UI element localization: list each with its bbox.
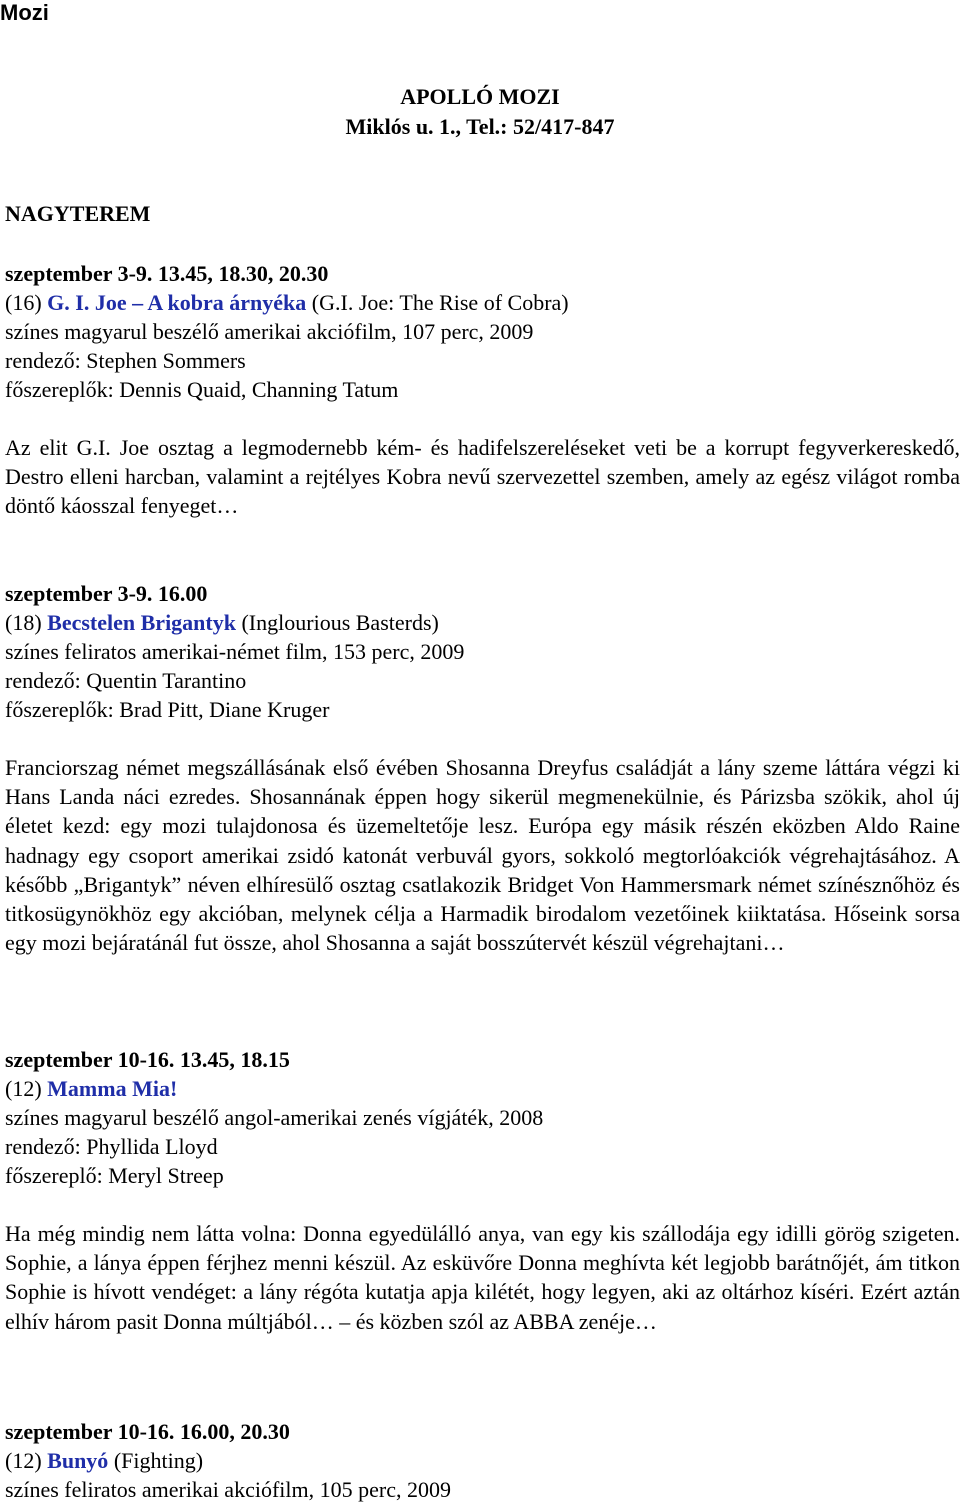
age-rating: (12) — [5, 1076, 42, 1101]
age-rating: (18) — [5, 610, 42, 635]
movie-cast: főszereplők: Dennis Quaid, Channing Tatum — [5, 377, 399, 402]
movie-director: rendező: Quentin Tarantino — [5, 668, 247, 693]
movie-title-line — [5, 1446, 960, 1475]
age-rating: (12) — [5, 1448, 42, 1473]
movie-cast: főszereplő: Meryl Streep — [5, 1163, 224, 1188]
movie-schedule: szeptember 3-9. 16.00 — [5, 581, 208, 606]
page-title: Mozi — [0, 0, 49, 25]
movie-schedule: szeptember 10-16. 16.00, 20.30 — [5, 1419, 290, 1444]
movie-synopsis: Az elit G.I. Joe osztag a legmodernebb kém- és hadifelszereléseket veti be a korrupt fegyverkereskedő, Destro elleni harcban, valamint a rejtélyes Kobra nevű szervezettel szemben, amely az egész világot romba döntő káosszal fenyeget… — [5, 435, 960, 519]
movie-cast: főszereplők: Brad Pitt, Diane Kruger — [5, 697, 330, 722]
movie-info: színes magyarul beszélő amerikai akciófilm, 107 perc, 2009 — [5, 319, 534, 344]
movie-schedule: szeptember 3-9. 13.45, 18.30, 20.30 — [5, 261, 329, 286]
original-title: (G.I. Joe: The Rise of Cobra) — [311, 290, 569, 315]
movie-info: színes feliratos amerikai akciófilm, 105 perc, 2009 — [5, 1477, 451, 1502]
movie-title: Mamma Mia! — [47, 1076, 178, 1101]
cinema-address: Miklós u. 1., Tel.: 52/417-847 — [345, 114, 615, 139]
cinema-name: APOLLÓ MOZI — [400, 84, 560, 109]
original-title: (Fighting) — [113, 1448, 204, 1473]
age-rating: (16) — [5, 290, 42, 315]
movie-title-line — [5, 1074, 960, 1103]
movie-director: rendező: Stephen Sommers — [5, 348, 246, 373]
hall-heading: NAGYTEREM — [5, 201, 151, 226]
movie-info: színes magyarul beszélő angol-amerikai zenés vígjáték, 2008 — [5, 1105, 544, 1130]
movie-synopsis: Ha még mindig nem látta volna: Donna egyedülálló anya, van egy kis szállodája egy idilli görög szigeten. Sophie, a lánya éppen férjhez menni készül. Az esküvőre Donna meghívta két legjobb barátnőjét, ám titkon Sophie is hívott vendéget: a lány régóta kutatja apja kilétét, hogy legyen, aki az oltárhoz kíséri. Ezért aztán elhív három pasit Donna múltjából… – és közben szól az ABBA zenéje… — [5, 1221, 960, 1334]
movie-synopsis: Franciorszag német megszállásának első évében Shosanna Dreyfus családját a lány szeme láttára végzi ki Hans Landa náci ezredes. Shosannának éppen hogy sikerül megmenekülnie, és Párizsba szökik, ahol új életet kezd: egy mozi tulajdonosa és üzemeltetője lesz. Európa egy másik részén eközben Aldo Raine hadnagy egy csoport amerikai zsidó katonát verbuvál gyors, sokkoló megtorlóakciók végrehajtásához. A később „Brigantyk” néven elhíresülő osztag csatlakozik Bridget Von Hammersmark német színésznőhöz és titkosügynökhöz egy akcióban, melynek célja a Harmadik birodalom vezetőinek kiiktatása. Hőseink sorsa egy mozi bejáratánál fut össze, ahol Shosanna a saját bosszútervét készül végrehajtani… — [5, 755, 960, 956]
original-title: (Inglourious Basterds) — [241, 610, 439, 635]
movie-title-line — [5, 288, 960, 317]
movie-title: Becstelen Brigantyk — [47, 610, 236, 635]
movie-title: G. I. Joe – A kobra árnyéka — [47, 290, 307, 315]
movie-title-line — [5, 608, 960, 637]
movie-director: rendező: Phyllida Lloyd — [5, 1134, 218, 1159]
movie-schedule: szeptember 10-16. 13.45, 18.15 — [5, 1047, 290, 1072]
movie-title: Bunyó — [47, 1448, 109, 1473]
movie-info: színes feliratos amerikai-német film, 153 perc, 2009 — [5, 639, 465, 664]
